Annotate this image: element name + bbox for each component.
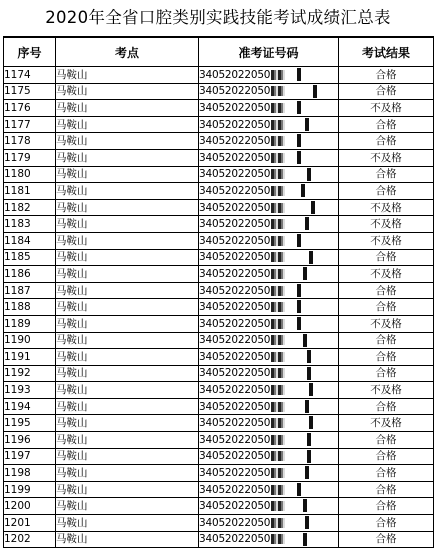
- cell-result[interactable]: 不及格: [339, 149, 434, 166]
- cell-exam-id[interactable]: [199, 249, 339, 266]
- redaction-mark: [271, 368, 285, 378]
- cell-result[interactable]: 合格: [339, 332, 434, 349]
- exam-id-text: 34052022050: [199, 384, 271, 397]
- redaction-bar: [303, 267, 307, 280]
- cell-exam-id[interactable]: [199, 282, 339, 299]
- cell-exam-id[interactable]: [199, 382, 339, 399]
- cell-no[interactable]: 1194: [4, 398, 56, 415]
- redaction-bar: [309, 416, 313, 429]
- exam-id-text: 34052022050: [199, 400, 271, 413]
- header-id[interactable]: 准考证号码: [199, 37, 339, 67]
- exam-id-text: 34052022050: [199, 533, 271, 546]
- cell-no[interactable]: 1193: [4, 382, 56, 399]
- table-row: [4, 448, 434, 465]
- exam-id-text: 34052022050: [199, 467, 271, 480]
- cell-result[interactable]: 合格: [339, 349, 434, 366]
- table-row: [4, 481, 434, 498]
- cell-site[interactable]: 马鞍山: [56, 83, 199, 100]
- table-row: [4, 216, 434, 233]
- redaction-mark: [271, 70, 285, 80]
- cell-no[interactable]: 1185: [4, 249, 56, 266]
- table-row: [4, 299, 434, 316]
- cell-site[interactable]: 马鞍山: [56, 365, 199, 382]
- cell-site[interactable]: 马鞍山: [56, 349, 199, 366]
- cell-exam-id[interactable]: [199, 149, 339, 166]
- table-row: [4, 332, 434, 349]
- cell-no[interactable]: 1186: [4, 266, 56, 283]
- cell-exam-id[interactable]: [199, 349, 339, 366]
- cell-exam-id[interactable]: [199, 100, 339, 117]
- redaction-mark: [271, 501, 285, 511]
- exam-id-text: 34052022050: [199, 516, 271, 529]
- exam-id-text: 34052022050: [199, 168, 271, 181]
- exam-id-text: 34052022050: [199, 118, 271, 131]
- cell-no[interactable]: 1191: [4, 349, 56, 366]
- redaction-bar: [309, 251, 313, 264]
- cell-site[interactable]: 马鞍山: [56, 415, 199, 432]
- table-row: [4, 166, 434, 183]
- redaction-mark: [271, 219, 285, 229]
- cell-site[interactable]: 马鞍山: [56, 282, 199, 299]
- cell-no[interactable]: 1176: [4, 100, 56, 117]
- exam-id-text: 34052022050: [199, 234, 271, 247]
- table-row: [4, 67, 434, 84]
- cell-no[interactable]: 1188: [4, 299, 56, 316]
- cell-exam-id[interactable]: [199, 116, 339, 133]
- table-row: [4, 83, 434, 100]
- cell-exam-id[interactable]: [199, 166, 339, 183]
- table-row: [4, 365, 434, 382]
- cell-no[interactable]: 1190: [4, 332, 56, 349]
- cell-result[interactable]: 合格: [339, 116, 434, 133]
- cell-result[interactable]: 合格: [339, 67, 434, 84]
- cell-exam-id[interactable]: [199, 232, 339, 249]
- cell-site[interactable]: 马鞍山: [56, 432, 199, 449]
- cell-site[interactable]: 马鞍山: [56, 149, 199, 166]
- cell-site[interactable]: 马鞍山: [56, 498, 199, 515]
- cell-result[interactable]: 合格: [339, 398, 434, 415]
- redaction-bar: [297, 317, 301, 330]
- redaction-mark: [271, 418, 285, 428]
- exam-id-text: 34052022050: [199, 417, 271, 430]
- redaction-mark: [271, 153, 285, 163]
- redaction-bar: [297, 151, 301, 164]
- redaction-mark: [271, 169, 285, 179]
- cell-no[interactable]: 1184: [4, 232, 56, 249]
- redaction-bar: [307, 433, 311, 446]
- sheet-title: 2020年全省口腔类别实践技能考试成绩汇总表: [45, 8, 391, 27]
- cell-exam-id[interactable]: [199, 448, 339, 465]
- redaction-bar: [313, 85, 317, 98]
- cell-exam-id[interactable]: [199, 498, 339, 515]
- cell-result[interactable]: 合格: [339, 515, 434, 532]
- cell-site[interactable]: 马鞍山: [56, 398, 199, 415]
- cell-exam-id[interactable]: [199, 432, 339, 449]
- cell-result[interactable]: 合格: [339, 249, 434, 266]
- cell-exam-id[interactable]: [199, 515, 339, 532]
- cell-no[interactable]: 1187: [4, 282, 56, 299]
- redaction-bar: [297, 234, 301, 247]
- redaction-bar: [303, 533, 307, 546]
- table-row: [4, 349, 434, 366]
- cell-no[interactable]: 1202: [4, 531, 56, 548]
- redaction-mark: [271, 286, 285, 296]
- cell-site[interactable]: 马鞍山: [56, 382, 199, 399]
- redaction-bar: [297, 134, 301, 147]
- cell-no[interactable]: 1199: [4, 481, 56, 498]
- cell-site[interactable]: 马鞍山: [56, 481, 199, 498]
- cell-exam-id[interactable]: [199, 299, 339, 316]
- exam-id-text: 34052022050: [199, 350, 271, 363]
- redaction-mark: [271, 319, 285, 329]
- exam-id-text: 34052022050: [199, 433, 271, 446]
- exam-id-text: 34052022050: [199, 317, 271, 330]
- cell-no[interactable]: 1198: [4, 465, 56, 482]
- cell-exam-id[interactable]: [199, 465, 339, 482]
- cell-result[interactable]: 不及格: [339, 415, 434, 432]
- redaction-bar: [297, 284, 301, 297]
- redaction-mark: [271, 120, 285, 130]
- table-row: [4, 133, 434, 150]
- cell-site[interactable]: 马鞍山: [56, 465, 199, 482]
- exam-id-text: 34052022050: [199, 483, 271, 496]
- table-row: [4, 382, 434, 399]
- cell-result[interactable]: 不及格: [339, 266, 434, 283]
- cell-site[interactable]: 马鞍山: [56, 183, 199, 200]
- cell-no[interactable]: 1180: [4, 166, 56, 183]
- header-row: [4, 37, 434, 67]
- redaction-mark: [271, 186, 285, 196]
- cell-site[interactable]: 马鞍山: [56, 133, 199, 150]
- redaction-mark: [271, 103, 285, 113]
- cell-exam-id[interactable]: [199, 415, 339, 432]
- exam-id-text: 34052022050: [199, 251, 271, 264]
- cell-exam-id[interactable]: [199, 315, 339, 332]
- redaction-bar: [305, 466, 309, 479]
- redaction-mark: [271, 136, 285, 146]
- cell-exam-id[interactable]: [199, 67, 339, 84]
- header-no[interactable]: 序号: [4, 37, 56, 67]
- redaction-mark: [271, 302, 285, 312]
- cell-result[interactable]: 合格: [339, 282, 434, 299]
- redaction-bar: [307, 350, 311, 363]
- cell-site[interactable]: 马鞍山: [56, 116, 199, 133]
- cell-result[interactable]: 不及格: [339, 199, 434, 216]
- cell-site[interactable]: 马鞍山: [56, 315, 199, 332]
- redaction-bar: [307, 168, 311, 181]
- table-row: [4, 100, 434, 117]
- table-row: [4, 116, 434, 133]
- redaction-bar: [305, 516, 309, 529]
- cell-no[interactable]: 1175: [4, 83, 56, 100]
- redaction-bar: [307, 367, 311, 380]
- redaction-bar: [297, 68, 301, 81]
- redaction-mark: [271, 335, 285, 345]
- table-row: [4, 432, 434, 449]
- table-row: [4, 249, 434, 266]
- exam-id-text: 34052022050: [199, 267, 271, 280]
- table-row: [4, 315, 434, 332]
- cell-no[interactable]: 1200: [4, 498, 56, 515]
- cell-site[interactable]: 马鞍山: [56, 232, 199, 249]
- redaction-mark: [271, 534, 285, 544]
- redaction-mark: [271, 86, 285, 96]
- exam-id-text: 34052022050: [199, 334, 271, 347]
- cell-site[interactable]: 马鞍山: [56, 266, 199, 283]
- cell-exam-id[interactable]: [199, 332, 339, 349]
- redaction-mark: [271, 451, 285, 461]
- cell-no[interactable]: 1181: [4, 183, 56, 200]
- exam-id-text: 34052022050: [199, 135, 271, 148]
- redaction-mark: [271, 468, 285, 478]
- cell-site[interactable]: 马鞍山: [56, 166, 199, 183]
- cell-no[interactable]: 1179: [4, 149, 56, 166]
- exam-id-text: 34052022050: [199, 450, 271, 463]
- table-row: [4, 232, 434, 249]
- cell-site[interactable]: 马鞍山: [56, 67, 199, 84]
- exam-id-text: 34052022050: [199, 201, 271, 214]
- redaction-bar: [297, 101, 301, 114]
- cell-exam-id[interactable]: [199, 199, 339, 216]
- redaction-bar: [301, 184, 305, 197]
- cell-result[interactable]: 合格: [339, 432, 434, 449]
- cell-no[interactable]: 1178: [4, 133, 56, 150]
- table-row: [4, 531, 434, 548]
- redaction-bar: [303, 499, 307, 512]
- table-row: [4, 282, 434, 299]
- redaction-mark: [271, 485, 285, 495]
- table-row: [4, 515, 434, 532]
- cell-exam-id[interactable]: [199, 531, 339, 548]
- table-row: [4, 199, 434, 216]
- cell-result[interactable]: 不及格: [339, 315, 434, 332]
- table-row: [4, 398, 434, 415]
- table-body: [4, 67, 434, 548]
- results-table: [3, 36, 434, 548]
- cell-result[interactable]: 合格: [339, 133, 434, 150]
- cell-no[interactable]: 1197: [4, 448, 56, 465]
- cell-exam-id[interactable]: [199, 266, 339, 283]
- redaction-bar: [303, 334, 307, 347]
- redaction-bar: [305, 400, 309, 413]
- redaction-mark: [271, 236, 285, 246]
- cell-no[interactable]: 1201: [4, 515, 56, 532]
- table-row: [4, 415, 434, 432]
- table-row: [4, 465, 434, 482]
- cell-site[interactable]: 马鞍山: [56, 332, 199, 349]
- cell-no[interactable]: 1182: [4, 199, 56, 216]
- exam-id-text: 34052022050: [199, 184, 271, 197]
- table-row: [4, 498, 434, 515]
- redaction-bar: [297, 483, 301, 496]
- cell-result[interactable]: 合格: [339, 365, 434, 382]
- cell-exam-id[interactable]: [199, 133, 339, 150]
- cell-exam-id[interactable]: [199, 481, 339, 498]
- exam-id-text: 34052022050: [199, 218, 271, 231]
- redaction-mark: [271, 435, 285, 445]
- exam-id-text: 34052022050: [199, 85, 271, 98]
- cell-site[interactable]: 马鞍山: [56, 448, 199, 465]
- cell-result[interactable]: 合格: [339, 166, 434, 183]
- cell-no[interactable]: 1195: [4, 415, 56, 432]
- cell-exam-id[interactable]: [199, 83, 339, 100]
- redaction-bar: [297, 300, 301, 313]
- cell-exam-id[interactable]: [199, 398, 339, 415]
- redaction-bar: [305, 118, 309, 131]
- redaction-bar: [307, 450, 311, 463]
- cell-result[interactable]: 合格: [339, 498, 434, 515]
- exam-id-text: 34052022050: [199, 500, 271, 513]
- header-site[interactable]: 考点: [56, 37, 199, 67]
- cell-exam-id[interactable]: [199, 216, 339, 233]
- redaction-bar: [305, 217, 309, 230]
- cell-result[interactable]: 合格: [339, 465, 434, 482]
- redaction-bar: [311, 201, 315, 214]
- cell-result[interactable]: 合格: [339, 299, 434, 316]
- cell-no[interactable]: 1174: [4, 67, 56, 84]
- exam-id-text: 34052022050: [199, 151, 271, 164]
- cell-site[interactable]: 马鞍山: [56, 249, 199, 266]
- redaction-mark: [271, 352, 285, 362]
- exam-id-text: 34052022050: [199, 367, 271, 380]
- cell-result[interactable]: 合格: [339, 448, 434, 465]
- cell-result[interactable]: 合格: [339, 481, 434, 498]
- redaction-mark: [271, 385, 285, 395]
- cell-site[interactable]: 马鞍山: [56, 216, 199, 233]
- cell-site[interactable]: 马鞍山: [56, 199, 199, 216]
- cell-result[interactable]: 合格: [339, 83, 434, 100]
- table-row: [4, 266, 434, 283]
- cell-exam-id[interactable]: [199, 365, 339, 382]
- cell-site[interactable]: 马鞍山: [56, 515, 199, 532]
- cell-no[interactable]: 1189: [4, 315, 56, 332]
- cell-exam-id[interactable]: [199, 183, 339, 200]
- table-row: [4, 183, 434, 200]
- cell-result[interactable]: 合格: [339, 531, 434, 548]
- exam-id-text: 34052022050: [199, 301, 271, 314]
- exam-id-text: 34052022050: [199, 284, 271, 297]
- redaction-mark: [271, 518, 285, 528]
- cell-site[interactable]: 马鞍山: [56, 531, 199, 548]
- redaction-mark: [271, 402, 285, 412]
- exam-id-text: 34052022050: [199, 101, 271, 114]
- cell-site[interactable]: 马鞍山: [56, 100, 199, 117]
- cell-site[interactable]: 马鞍山: [56, 299, 199, 316]
- redaction-mark: [271, 269, 285, 279]
- redaction-bar: [309, 383, 313, 396]
- cell-result[interactable]: 不及格: [339, 216, 434, 233]
- exam-id-text: 34052022050: [199, 68, 271, 81]
- cell-no[interactable]: 1183: [4, 216, 56, 233]
- cell-result[interactable]: 不及格: [339, 382, 434, 399]
- cell-result[interactable]: 合格: [339, 183, 434, 200]
- redaction-mark: [271, 203, 285, 213]
- header-result[interactable]: 考试结果: [339, 37, 434, 67]
- cell-no[interactable]: 1177: [4, 116, 56, 133]
- cell-result[interactable]: 不及格: [339, 232, 434, 249]
- cell-no[interactable]: 1196: [4, 432, 56, 449]
- cell-result[interactable]: 不及格: [339, 100, 434, 117]
- redaction-mark: [271, 252, 285, 262]
- table-row: [4, 149, 434, 166]
- cell-no[interactable]: 1192: [4, 365, 56, 382]
